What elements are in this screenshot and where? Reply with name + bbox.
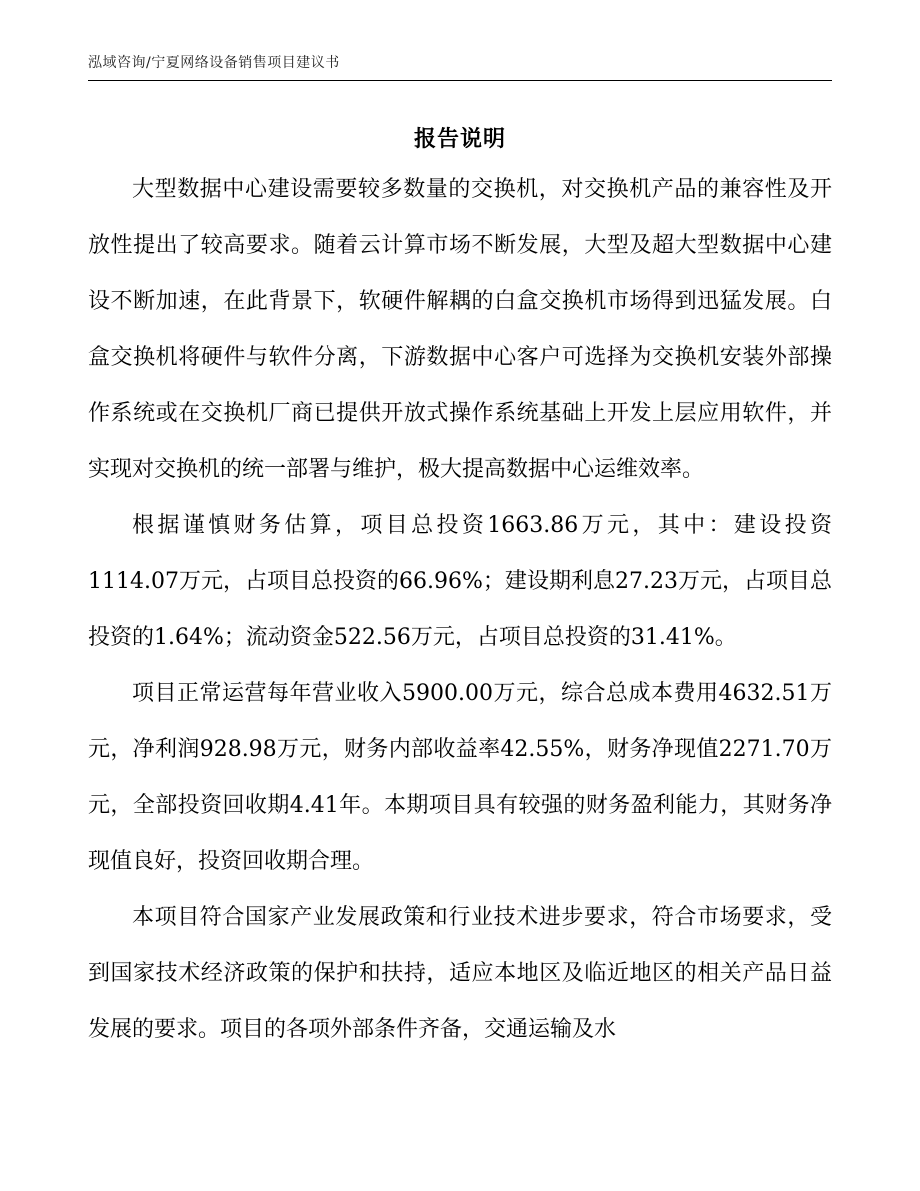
- header-divider: [88, 80, 832, 81]
- paragraph-overview: 大型数据中心建设需要较多数量的交换机，对交换机产品的兼容性及开放性提出了较高要求。随着云计算市场不断发展，大型及超大型数据中心建设不断加速，在此背景下，软硬件解耦的白盒交换机市场得到迅猛发展。白盒交换机将硬件与软件分离，下游数据中心客户可选择为交换机安装外部操作系统或在交换机厂商已提供开放式操作系统基础上开发上层应用软件，并实现对交换机的统一部署与维护，极大提高数据中心运维效率。: [88, 177, 832, 482]
- paragraph-policy: 本项目符合国家产业发展政策和行业技术进步要求，符合市场要求，受到国家技术经济政策的保护和扶持，适应本地区及临近地区的相关产品日益发展的要求。项目的各项外部条件齐备，交通运输及水: [88, 905, 832, 1042]
- paragraph-investment: 根据谨慎财务估算，项目总投资1663.86万元，其中：建设投资1114.07万元，占项目总投资的66.96%；建设期利息27.23万元，占项目总投资的1.64%；流动资金522.56万元，占项目总投资的31.41%。: [88, 513, 832, 650]
- section-title: 报告说明: [413, 127, 506, 152]
- body-text: [88, 162, 832, 1058]
- paragraph-revenue: 项目正常运营每年营业收入5900.00万元，综合总成本费用4632.51万元，净利润928.98万元，财务内部收益率42.55%，财务净现值2271.70万元，全部投资回收期4.41年。本期项目具有较强的财务盈利能力，其财务净现值良好，投资回收期合理。: [88, 681, 832, 874]
- running-header: 泓域咨询/宁夏网络设备销售项目建议书: [88, 55, 340, 71]
